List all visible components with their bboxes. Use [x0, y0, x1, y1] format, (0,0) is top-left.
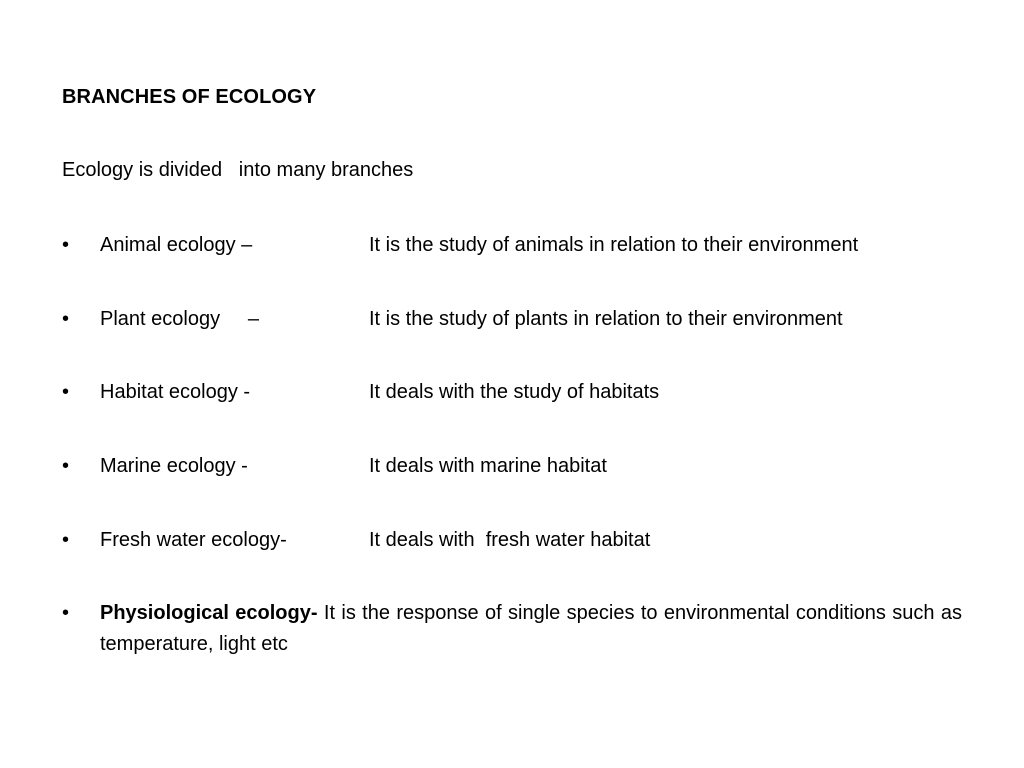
- bullet-icon: •: [62, 381, 70, 403]
- branch-term: Animal ecology –: [100, 234, 253, 256]
- branch-term: Physiological ecology-: [100, 602, 318, 624]
- branch-description: It is the response of single species to environmental conditions such as temperature, light etc: [100, 602, 963, 655]
- bullet-icon: •: [62, 308, 70, 330]
- bullet-icon: •: [62, 602, 70, 624]
- slide-title: BRANCHES OF ECOLOGY: [62, 86, 317, 108]
- bullet-icon: •: [62, 455, 70, 477]
- bullet-icon: •: [62, 529, 70, 551]
- branch-description: It is the study of plants in relation to their environment: [369, 308, 843, 330]
- intro-text: Ecology is divided into many branches: [62, 159, 414, 181]
- branch-description: It is the study of animals in relation to their environment: [369, 234, 859, 256]
- branch-paragraph: [100, 598, 962, 660]
- branch-description: It deals with fresh water habitat: [369, 529, 651, 551]
- branch-term: Plant ecology –: [100, 308, 259, 330]
- branch-term: Marine ecology -: [100, 455, 248, 477]
- branch-term: Habitat ecology -: [100, 381, 251, 403]
- branch-description: It deals with marine habitat: [369, 455, 607, 477]
- bullet-icon: •: [62, 234, 70, 256]
- branch-description: It deals with the study of habitats: [369, 381, 660, 403]
- branch-term: Fresh water ecology-: [100, 529, 287, 551]
